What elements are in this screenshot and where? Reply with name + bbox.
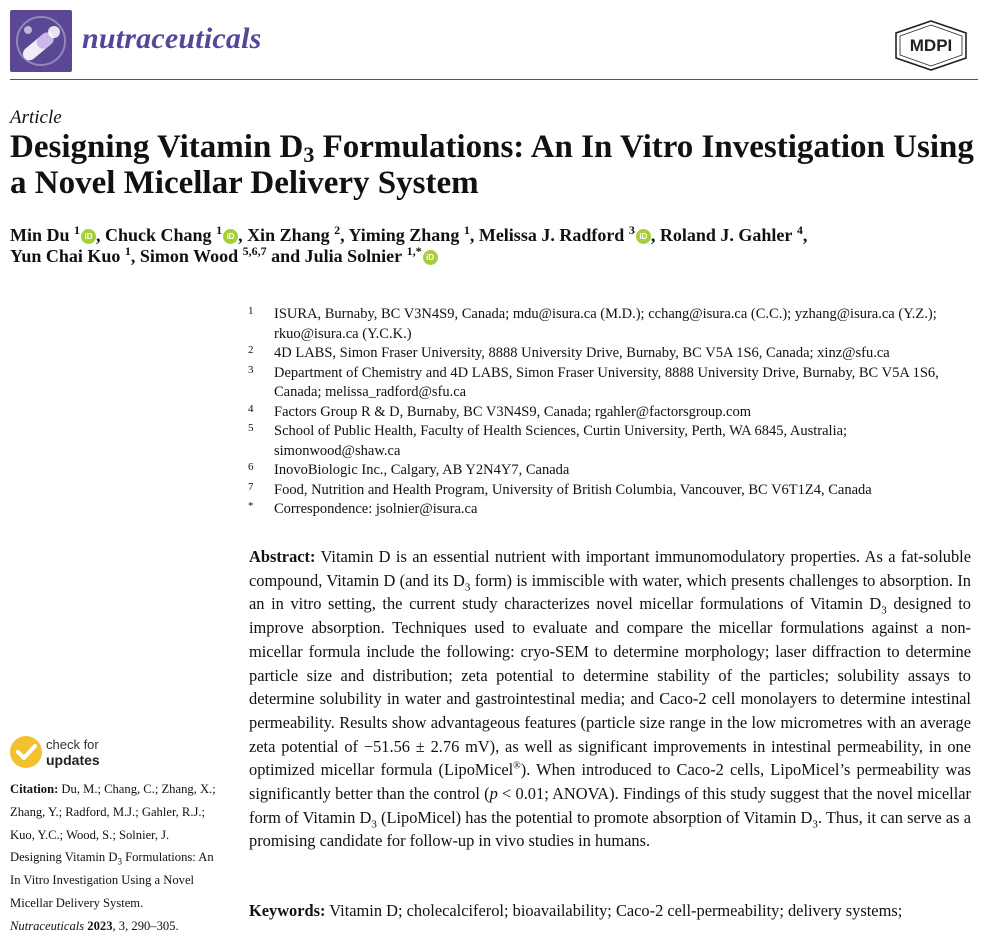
author-affiliation-ref: 2 bbox=[334, 223, 341, 237]
author-list bbox=[10, 225, 985, 267]
affiliation-item bbox=[248, 344, 976, 364]
author-affiliation-ref: 1,* bbox=[406, 244, 422, 258]
orcid-icon[interactable]: iD bbox=[223, 229, 238, 244]
author-separator: , bbox=[340, 225, 349, 245]
affiliation-text: Food, Nutrition and Health Program, University of British Columbia, Vancouver, BC V6T1Z4, Canada bbox=[274, 481, 872, 498]
checkmark-badge-icon bbox=[10, 736, 42, 768]
author-name[interactable]: Julia Solnier bbox=[304, 246, 403, 266]
journal-name[interactable]: nutraceuticals bbox=[82, 22, 262, 55]
affiliation-number: 5 bbox=[248, 422, 254, 434]
check-for-updates-line2: updates bbox=[46, 752, 100, 768]
affiliation-item bbox=[248, 481, 976, 501]
publisher-logo[interactable] bbox=[890, 18, 972, 72]
journal-logo bbox=[10, 10, 72, 72]
author-name[interactable]: Min Du bbox=[10, 225, 70, 245]
orcid-icon[interactable]: iD bbox=[81, 229, 96, 244]
citation: Citation: Du, M.; Chang, C.; Zhang, X.; Zhang, Y.; Radford, M.J.; Gahler, R.J.; Kuo, Y.C.; Wood, S.; Solnier, J. Designing Vitamin $D_3$ Formulations: An In Vitro Investigation Using a Novel Micellar Delivery System. Nutraceuticals 2023, 3, 290–305. bbox=[10, 782, 216, 933]
header-divider bbox=[10, 79, 978, 80]
affiliation-number: 6 bbox=[248, 461, 254, 473]
affiliation-item bbox=[248, 403, 976, 423]
affiliation-number: 1 bbox=[248, 305, 254, 317]
author-name[interactable]: Melissa J. Radford bbox=[478, 225, 625, 245]
author-separator: , bbox=[238, 225, 248, 245]
affiliation-item bbox=[248, 500, 976, 520]
affiliation-number: 2 bbox=[248, 344, 254, 356]
author-separator: , bbox=[96, 225, 106, 245]
author-separator: and bbox=[266, 246, 305, 266]
affiliation-text: InovoBiologic Inc., Calgary, AB Y2N4Y7, Canada bbox=[274, 462, 570, 478]
affiliation-number: 3 bbox=[248, 363, 254, 376]
pills-icon bbox=[10, 10, 72, 72]
author-separator: , bbox=[130, 246, 140, 266]
abstract-label: Abstract: bbox=[249, 547, 316, 566]
author-affiliation-ref: 1 bbox=[124, 244, 131, 258]
author-name[interactable]: Yiming Zhang bbox=[348, 225, 460, 245]
affiliation-text: School of Public Health, Faculty of Health Sciences, Curtin University, Perth, WA 6845, Australia; simonwood@shaw.ca bbox=[274, 423, 848, 459]
author-separator: , bbox=[802, 225, 808, 245]
affiliation-text: ISURA, Burnaby, BC V3N4S9, Canada; mdu@isura.ca (M.D.); cchang@isura.ca (C.C.); yzhang@isura.ca (Y.Z.); rkuo@isura.ca (Y.C.K.) bbox=[274, 306, 937, 342]
check-for-updates-line1: check for bbox=[46, 737, 99, 752]
author-affiliation-ref: 5,6,7 bbox=[242, 244, 267, 258]
affiliation-text: Department of Chemistry and 4D LABS, Simon Fraser University, 8888 University Drive, Burnaby, BC V5A 1S6, Canada; melissa_radford@sfu.ca bbox=[274, 364, 939, 400]
affiliation-item bbox=[248, 364, 976, 403]
author-affiliation-ref: 1 bbox=[216, 223, 223, 237]
abstract: Abstract: Vitamin D is an essential nutrient with important immunomodulatory properties. As a fat-soluble compound, Vitamin D (and its $D_3$ form) is immiscible with water, which presents challenges to absorption. In an in vitro setting, the current study characterizes novel micellar formulations of Vitamin $D_3$ designed to improve absorption. Techniques used to evaluate and compare the micellar formulations against a non-micellar formula include the following: cryo-SEM to determine morphology; laser diffraction to determine particle size and distribution; zeta potential to determine stability of the particles; solubility assays to determine solubility in water and gastrointestinal media; and Caco-2 cell monolayers to determine intestinal permeability. Results show advantageous features (particle size range in the low micrometres with an average zeta potential of −51.56 ± 2.76 mV), as well as significant improvements in intestinal permeability, in one optimized micellar formula (LipoMicel®). When introduced to Caco-2 cells, LipoMicel’s permeability was significantly better than the control (p < 0.01; ANOVA). Findings of this study suggest that the novel micellar form of Vitamin $D_3$ (LipoMicel) has the potential to promote absorption of Vitamin $D_3$. Thus, it can serve as a promising candidate for follow-up in vivo studies in humans. bbox=[249, 547, 971, 851]
author-affiliation-ref: 4 bbox=[796, 223, 803, 237]
affiliation-item bbox=[248, 305, 976, 344]
affiliation-item bbox=[248, 422, 976, 461]
author-name[interactable]: Roland J. Gahler bbox=[659, 225, 793, 245]
author-separator: , bbox=[650, 225, 660, 245]
author-name[interactable]: Xin Zhang bbox=[247, 225, 330, 245]
check-for-updates-button[interactable] bbox=[10, 736, 130, 770]
affiliation-text: Correspondence: jsolnier@isura.ca bbox=[274, 501, 478, 517]
affiliation-number: * bbox=[248, 500, 254, 512]
keywords: Keywords: Vitamin D; cholecalciferol; bioavailability; Caco-2 cell-permeability; delivery systems; bbox=[249, 901, 903, 920]
author-affiliation-ref: 1 bbox=[463, 223, 470, 237]
author-separator: , bbox=[469, 225, 479, 245]
author-name[interactable]: Chuck Chang bbox=[105, 225, 212, 245]
author-name[interactable]: Yun Chai Kuo bbox=[10, 246, 121, 266]
author-name[interactable]: Simon Wood bbox=[139, 246, 239, 266]
keywords-label: Keywords: bbox=[249, 901, 326, 920]
author-affiliation-ref: 1 bbox=[74, 223, 81, 237]
citation-label: Citation: bbox=[10, 782, 59, 796]
affiliation-text: 4D LABS, Simon Fraser University, 8888 University Drive, Burnaby, BC V5A 1S6, Canada; xinz@sfu.ca bbox=[274, 345, 890, 361]
orcid-icon[interactable]: iD bbox=[636, 229, 651, 244]
article-type: Article bbox=[10, 107, 62, 128]
author-affiliation-ref: 3 bbox=[628, 223, 635, 237]
affiliation-item bbox=[248, 461, 976, 481]
article-title: Designing Vitamin $D_3$ Formulations: An In Vitro Investigation Using a Novel Micellar Delivery System bbox=[10, 129, 974, 201]
affiliation-number: 7 bbox=[248, 480, 254, 493]
publisher-name: MDPI bbox=[909, 36, 953, 55]
affiliations bbox=[248, 305, 976, 520]
orcid-icon[interactable]: iD bbox=[423, 250, 438, 265]
affiliation-number: 4 bbox=[248, 402, 254, 415]
affiliation-text: Factors Group R & D, Burnaby, BC V3N4S9, Canada; rgahler@factorsgroup.com bbox=[274, 403, 752, 420]
mdpi-hexagon-icon bbox=[890, 18, 972, 72]
